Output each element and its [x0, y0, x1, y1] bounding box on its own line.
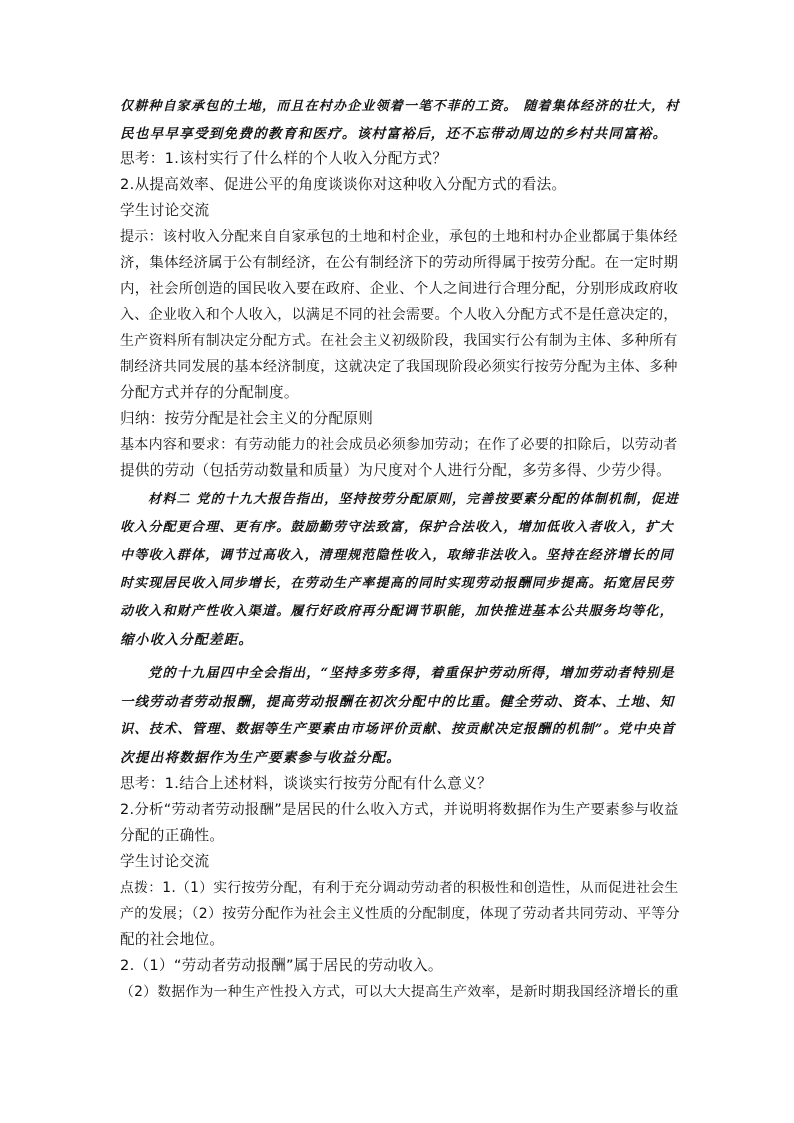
summary-heading: 归纳：按劳分配是社会主义的分配原则 — [120, 410, 374, 427]
question-2: 2.从提高效率、促进公平的角度谈谈你对这种收入分配方式的看法。 — [120, 176, 567, 193]
question-1: 思考：1.该村实行了什么样的个人收入分配方式？ — [120, 150, 448, 167]
hint-line-3: 内，社会所创造的国民收入要在政府、企业、个人之间进行合理分配，分别形成政府收 — [120, 281, 679, 297]
basic-content-line-1: 基本内容和要求：有劳动能力的社会成员必须参加劳动；在作了必要的扣除后，以劳动者 — [120, 437, 678, 453]
basic-content-line-2: 提供的劳动（包括劳动数量和质量）为尺度对个人进行分配，多劳多得、少劳少得。 — [120, 462, 672, 479]
material-two-line-4: 时实现居民收入同步增长，在劳动生产率提高的同时实现劳动报酬同步提高。拓宽居民劳 — [120, 576, 674, 591]
material-two-para2-line-3: 识、技术、管理、数据等生产要素由市场评价贡献、按贡献决定报酬的机制”。党中央首 — [120, 722, 676, 737]
material-one-tail-line-2: 民也早早享受到免费的教育和医疗。该村富裕后，还不忘带动周边的乡村共同富裕。 — [120, 126, 668, 142]
question-4-line-1: 2.分析“劳动者劳动报酬”是居民的什么收入方式，并说明将数据作为生产要素参与收益 — [120, 802, 679, 818]
guidance-line-3: 配的社会地位。 — [120, 931, 225, 948]
hint-line-1: 提示：该村收入分配来自自家承包的土地和村企业，承包的土地和村办企业都属于集体经 — [120, 229, 678, 245]
answer-2-1: 2.（1）“劳动者劳动报酬”属于居民的劳动收入。 — [120, 957, 443, 974]
material-two-para2-line-4: 次提出将数据作为生产要素参与收益分配。 — [120, 750, 402, 766]
answer-2-2: （2）数据作为一种生产性投入方式，可以大大提高生产效率，是新时期我国经济增长的重 — [120, 984, 679, 1000]
material-two-line-1: 材料二 党的十九大报告指出，坚持按劳分配原则，完善按要素分配的体制机制，促进 — [148, 492, 680, 507]
material-two-line-3: 中等收入群体，调节过高收入，清理规范隐性收入，取缔非法收入。坚持在经济增长的同 — [120, 548, 674, 563]
material-one-tail-line-1: 仅耕种自家承包的土地，而且在村办企业领着一笔不菲的工资。 随着集体经济的壮大，村 — [120, 99, 680, 114]
guidance-line-2: 产的发展；（2）按劳分配作为社会主义性质的分配制度，体现了劳动者共同劳动、平等分 — [120, 906, 680, 922]
hint-line-2: 济，集体经济属于公有制经济，在公有制经济下的劳动所得属于按劳分配。在一定时期 — [120, 255, 679, 271]
material-two-line-6: 缩小收入分配差距。 — [120, 632, 254, 648]
material-two-line-5: 动收入和财产性收入渠道。履行好政府再分配调节职能，加快推进基本公共服务均等化， — [120, 604, 674, 619]
material-two-line-2: 收入分配更合理、更有序。鼓励勤劳守法致富，保护合法收入，增加低收入者收入，扩大 — [120, 520, 674, 535]
question-4-line-2: 分配的正确性。 — [120, 827, 225, 844]
hint-line-6: 制经济共同发展的基本经济制度，这就决定了我国现阶段必须实行按劳分配为主体、多种 — [120, 359, 678, 375]
discussion-heading-2: 学生讨论交流 — [120, 853, 210, 870]
material-two-para2-line-1: 党的十九届四中全会指出，“坚持多劳多得，着重保护劳动所得，增加劳动者特别是 — [148, 666, 675, 681]
hint-line-7: 分配方式并存的分配制度。 — [120, 384, 299, 401]
hint-line-4: 入、企业收入和个人收入，以满足不同的社会需要。个人收入分配方式不是任意决定的， — [120, 307, 678, 323]
discussion-heading: 学生讨论交流 — [120, 202, 210, 219]
material-two-para2-line-2: 一线劳动者劳动报酬，提高劳动报酬在初次分配中的比重。健全劳动、资本、土地、知 — [120, 694, 675, 710]
question-3: 思考：1.结合上述材料，谈谈实行按劳分配有什么意义？ — [120, 775, 492, 792]
guidance-line-1: 点拨：1.（1）实行按劳分配，有利于充分调动劳动者的积极性和创造性，从而促进社会生 — [120, 880, 679, 896]
hint-line-5: 生产资料所有制决定分配方式。在社会主义初级阶段，我国实行公有制为主体、多种所有 — [120, 333, 678, 349]
